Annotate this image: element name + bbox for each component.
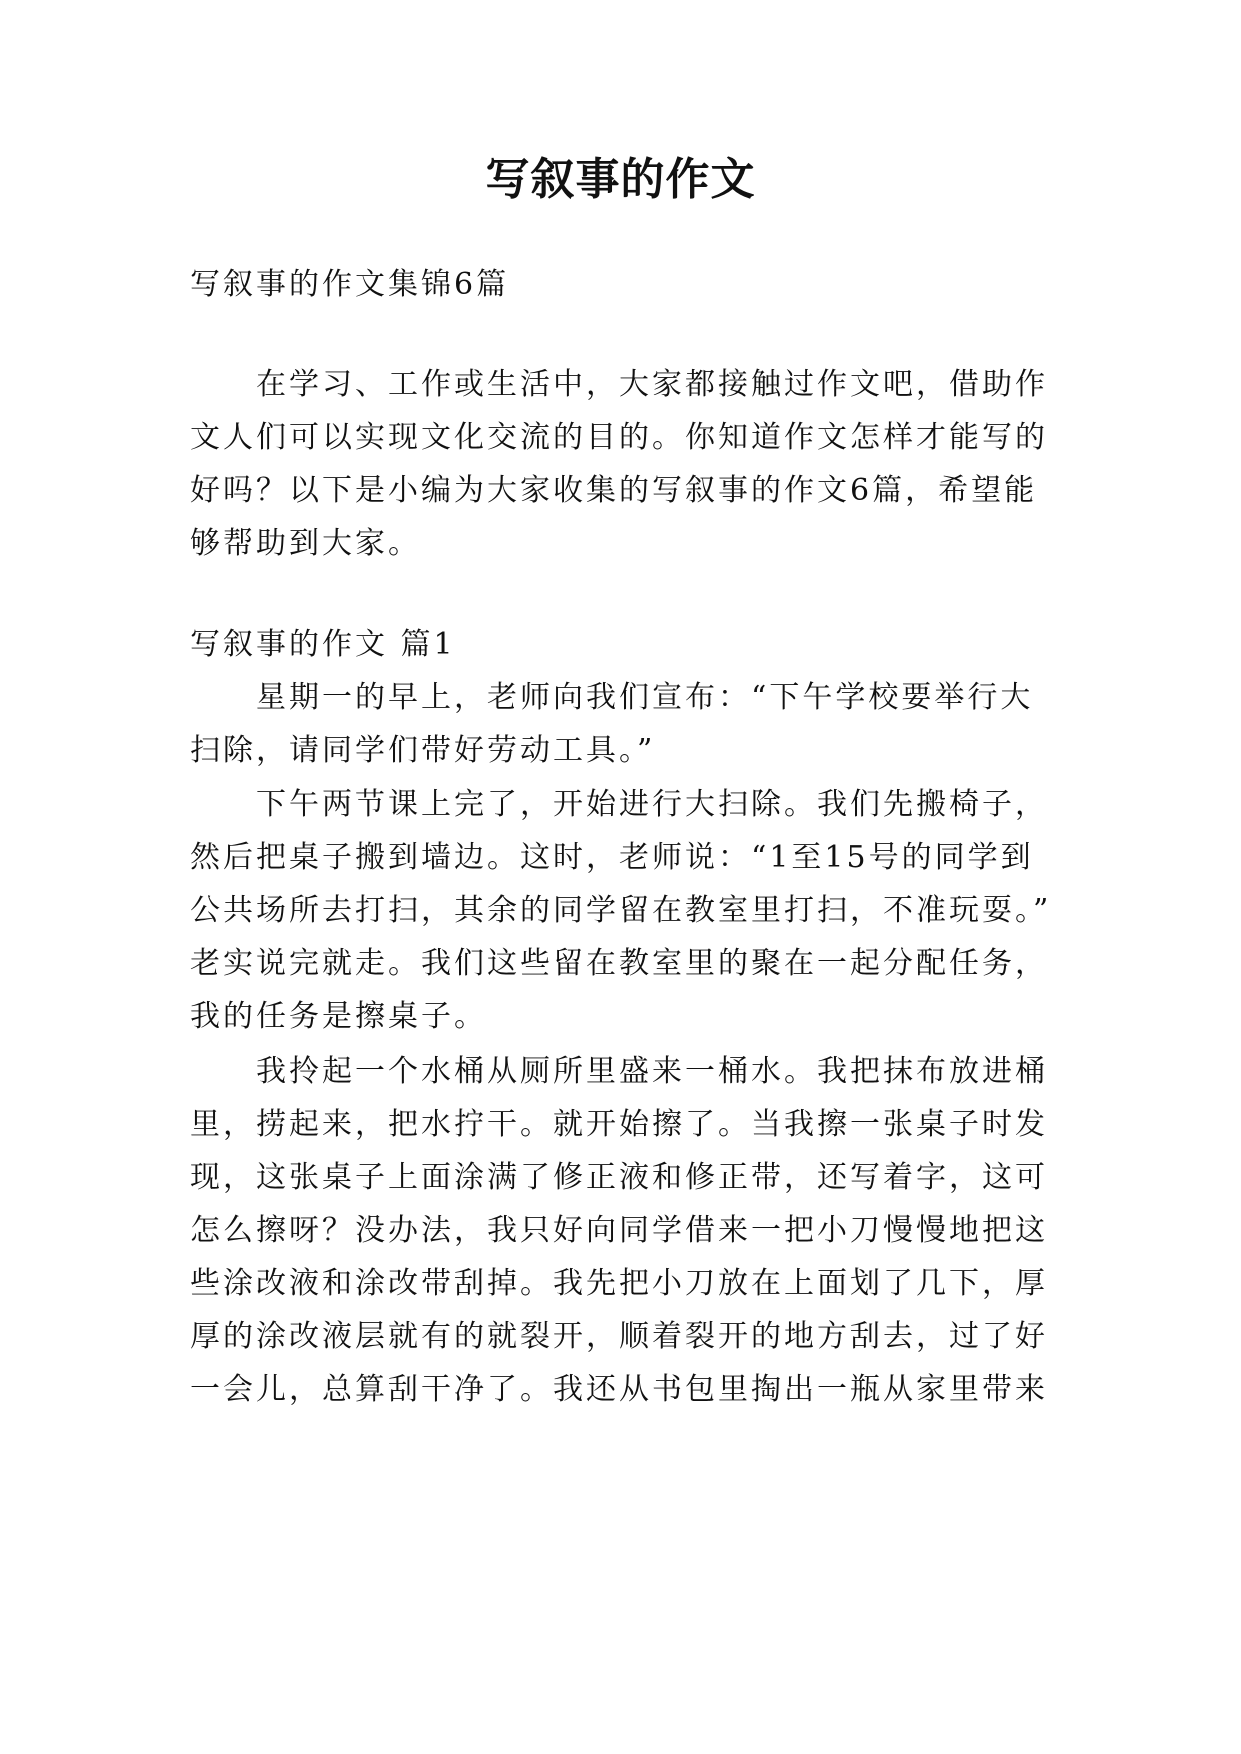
- paragraph-line: 里，捞起来，把水拧干。就开始擦了。当我擦一张桌子时发: [190, 1107, 1048, 1142]
- paragraph-line: 我拎起一个水桶从厕所里盛来一桶水。我把抹布放进桶: [256, 1054, 1048, 1089]
- intro-line: 够帮助到大家。: [190, 526, 421, 561]
- section-heading: 写叙事的作文 篇1: [190, 627, 456, 662]
- paragraph-line: 然后把桌子搬到墙边。这时，老师说：“1至15号的同学到: [190, 840, 1034, 875]
- intro-line: 文人们可以实现文化交流的目的。你知道作文怎样才能写的: [190, 420, 1048, 455]
- paragraph-line: 现，这张桌子上面涂满了修正液和修正带，还写着字，这可: [190, 1160, 1048, 1195]
- paragraph-line: 扫除，请同学们带好劳动工具。”: [190, 733, 656, 768]
- document-subtitle: 写叙事的作文集锦6篇: [190, 267, 510, 302]
- paragraph-line: 老实说完就走。我们这些留在教室里的聚在一起分配任务，: [190, 946, 1048, 981]
- paragraph-line: 星期一的早上，老师向我们宣布：“下午学校要举行大: [256, 680, 1034, 715]
- paragraph-line: 公共场所去打扫，其余的同学留在教室里打扫，不准玩耍。”: [190, 893, 1052, 928]
- paragraph-line: 一会儿，总算刮干净了。我还从书包里掏出一瓶从家里带来: [190, 1372, 1048, 1407]
- intro-line: 好吗？以下是小编为大家收集的写叙事的作文6篇，希望能: [190, 473, 1038, 508]
- paragraph-line: 怎么擦呀？没办法，我只好向同学借来一把小刀慢慢地把这: [190, 1213, 1048, 1248]
- intro-line: 在学习、工作或生活中，大家都接触过作文吧，借助作: [256, 367, 1048, 402]
- paragraph-line: 下午两节课上完了，开始进行大扫除。我们先搬椅子，: [256, 787, 1048, 822]
- paragraph-line: 厚的涂改液层就有的就裂开，顺着裂开的地方刮去，过了好: [190, 1319, 1048, 1354]
- document-title: 写叙事的作文: [485, 154, 756, 205]
- paragraph-line: 我的任务是擦桌子。: [190, 999, 487, 1034]
- paragraph-line: 些涂改液和涂改带刮掉。我先把小刀放在上面划了几下，厚: [190, 1266, 1048, 1301]
